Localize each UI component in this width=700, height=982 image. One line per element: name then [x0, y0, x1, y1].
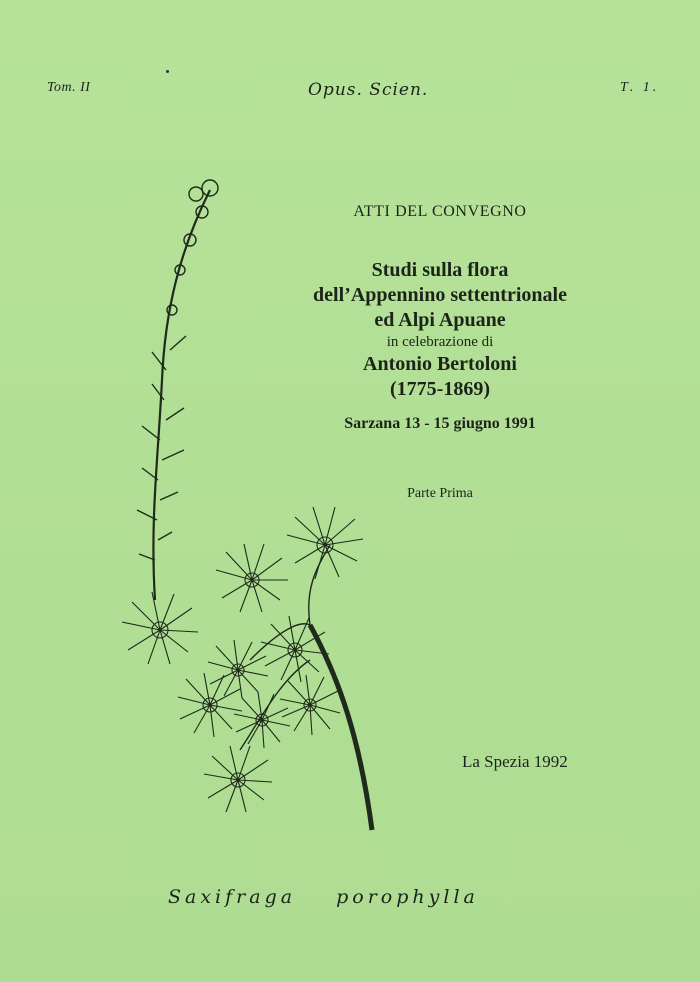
flower-bud — [202, 180, 218, 196]
main-stem — [310, 625, 372, 830]
flower-bud — [189, 187, 203, 201]
title-line: Studi sulla flora — [371, 259, 509, 281]
honoree-years: (1775-1869) — [390, 378, 490, 400]
leaf-rosette — [178, 673, 242, 737]
header-volume: Tom. II — [47, 80, 91, 95]
ink-speck — [166, 70, 169, 73]
honoree-name: Antonio Bertoloni — [363, 353, 517, 375]
title-line: ed Alpi Apuane — [374, 309, 506, 331]
event-dates: Sarzana 13 - 15 giugno 1991 — [344, 415, 536, 432]
header-center: Opus. Scien. — [308, 80, 429, 100]
leaf-rosette — [287, 507, 363, 579]
species-epithet: porophylla — [336, 886, 479, 908]
species-caption — [168, 886, 479, 908]
header-tome: T. 1. — [620, 80, 660, 95]
saxifraga-illustration — [110, 160, 390, 850]
publication-place-year: La Spezia 1992 — [462, 752, 568, 771]
species-genus: Saxifraga — [168, 886, 297, 908]
leaf-rosette — [216, 544, 288, 612]
celebration-line: in celebrazione di — [386, 334, 494, 350]
leaf-rosette — [122, 592, 198, 664]
leaf-rosette — [234, 692, 290, 748]
part-label: Parte Prima — [407, 486, 473, 501]
leaf-rosette — [204, 746, 272, 812]
title-line: dell’Appennino settentrionale — [313, 284, 567, 306]
series-heading: ATTI DEL CONVEGNO — [353, 203, 527, 220]
flower-bud — [167, 305, 177, 315]
